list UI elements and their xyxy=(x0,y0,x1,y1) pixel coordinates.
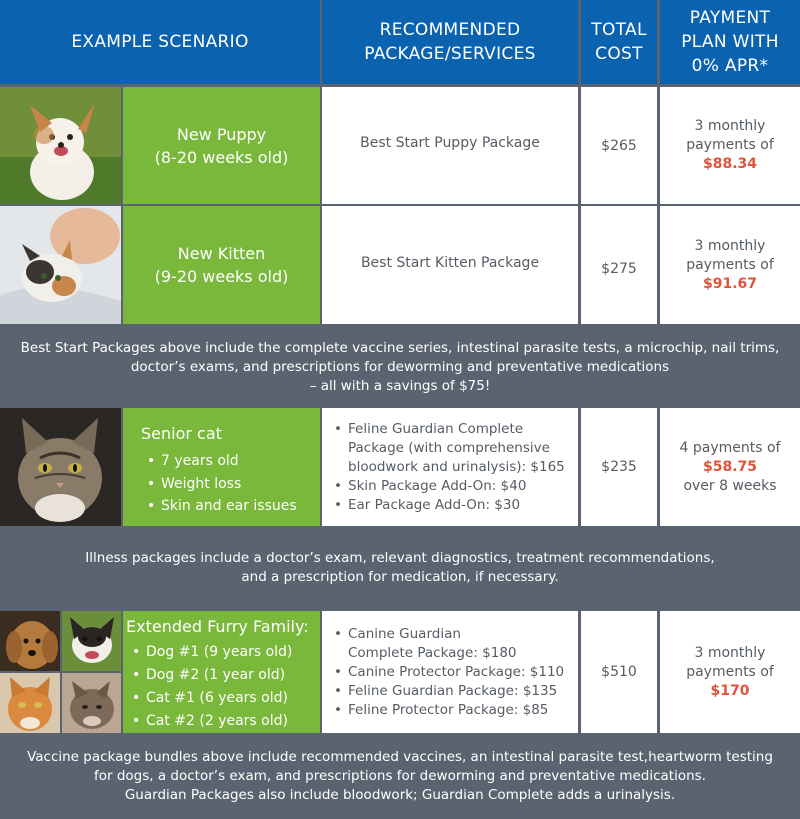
senior-payment xyxy=(660,408,800,526)
header-package xyxy=(322,0,578,84)
senior-payment-suffix: over 8 weeks xyxy=(683,477,777,494)
senior-bullet-list xyxy=(141,450,297,518)
family-scenario xyxy=(123,611,320,733)
illness-note xyxy=(0,526,800,610)
kitten-payment xyxy=(660,206,800,324)
family-title: Extended Furry Family: xyxy=(126,617,309,636)
kitten-photo xyxy=(0,206,121,324)
family-bullet: • Dog #1 (9 years old) xyxy=(132,641,309,664)
family-payment xyxy=(660,611,800,733)
senior-package-item: • Ear Package Add-On: $30 xyxy=(334,496,565,515)
senior-bullet: • Weight loss xyxy=(147,473,297,496)
senior-cost xyxy=(581,408,657,526)
header-package-label: RECOMMENDED PACKAGE/SERVICES xyxy=(364,20,536,64)
family-bullet: • Cat #1 (6 years old) xyxy=(132,687,309,710)
puppy-scenario xyxy=(123,87,320,204)
family-payment-amount: $170 xyxy=(710,682,750,699)
senior-cat-image xyxy=(0,408,121,526)
puppy-photo xyxy=(0,87,121,204)
header-payment-label: PAYMENT PLAN WITH 0% APR* xyxy=(681,8,779,76)
family-bullet-list xyxy=(126,641,309,733)
family-cost-text: $510 xyxy=(601,664,637,680)
header-scenario xyxy=(0,0,320,84)
best-start-note-text: Best Start Packages above include the complete vaccine series, intestinal parasite tests, a microchip, nail trims, doctor’s exams, and prescriptions for deworming and preventative medications – all with a savings of $75! xyxy=(20,339,780,394)
puppy-payment-text: 3 monthly payments of xyxy=(686,118,774,153)
puppy-cost xyxy=(581,87,657,204)
senior-bullet: • Skin and ear issues xyxy=(147,495,297,518)
senior-payment-text: 4 payments of xyxy=(679,439,781,456)
illness-note-text: Illness packages include a doctor’s exam, relevant diagnostics, treatment recommendations, and a prescription for medication, if necessary. xyxy=(85,550,715,585)
senior-payment-amount: $58.75 xyxy=(702,458,758,475)
kitten-payment-amount: $91.67 xyxy=(702,275,757,292)
family-cost xyxy=(581,611,657,733)
family-package-item: • Feline Guardian Package: $135 xyxy=(334,682,564,701)
senior-scenario xyxy=(123,408,320,526)
family-package-item: • Canine Protector Package: $110 xyxy=(334,663,564,682)
family-photo-dog1 xyxy=(0,611,60,671)
cat1-image xyxy=(0,673,60,733)
family-package-list xyxy=(334,625,564,720)
header-cost xyxy=(581,0,657,84)
puppy-image xyxy=(0,87,121,204)
dog1-image xyxy=(0,611,60,671)
best-start-note xyxy=(0,326,800,408)
header-payment xyxy=(660,0,800,84)
family-payment-text: 3 monthly payments of xyxy=(686,644,774,680)
senior-package-list xyxy=(334,420,565,515)
vaccine-note-text: Vaccine package bundles above include recommended vaccines, an intestinal parasite test,heartworm testing for dogs, a doctor’s exam, and prescriptions for deworming and preventative medications. Guardian Packages also include bloodwork; Guardian Complete adds a urinalysis. xyxy=(27,748,773,803)
cat2-image xyxy=(62,673,121,733)
kitten-payment-text: 3 monthly payments of xyxy=(686,237,774,273)
kitten-package xyxy=(322,206,578,324)
kitten-scenario-text: New Kitten (9-20 weeks old) xyxy=(154,244,289,286)
kitten-cost xyxy=(581,206,657,324)
puppy-payment xyxy=(660,87,800,204)
puppy-package-text: Best Start Puppy Package xyxy=(360,134,540,151)
puppy-scenario-text: New Puppy (8-20 weeks old) xyxy=(154,124,289,167)
family-bullet: • Cat #2 (2 years old) xyxy=(132,710,309,733)
header-scenario-label: EXAMPLE SCENARIO xyxy=(71,32,249,52)
puppy-cost-text: $265 xyxy=(601,137,637,154)
senior-cat-photo xyxy=(0,408,121,526)
kitten-cost-text: $275 xyxy=(601,261,637,277)
family-package-item: • Canine Guardian Complete Package: $180 xyxy=(334,625,564,663)
kitten-image xyxy=(0,206,121,324)
vaccine-note xyxy=(0,733,800,819)
senior-package xyxy=(322,408,578,526)
senior-bullet: • 7 years old xyxy=(147,450,297,473)
kitten-package-text: Best Start Kitten Package xyxy=(360,255,540,271)
senior-title: Senior cat xyxy=(141,424,222,443)
puppy-payment-amount: $88.34 xyxy=(702,156,757,172)
kitten-scenario xyxy=(123,206,320,324)
senior-package-item: • Feline Guardian Complete Package (with comprehensive bloodwork and urinalysis): $165 xyxy=(334,420,565,477)
senior-cost-text: $235 xyxy=(601,459,637,475)
family-photo-dog2 xyxy=(62,611,121,671)
header-cost-label: TOTAL COST xyxy=(591,20,647,64)
puppy-package xyxy=(322,87,578,204)
senior-package-item: • Skin Package Add-On: $40 xyxy=(334,477,565,496)
family-photo-cat1 xyxy=(0,673,60,733)
family-photo-cat2 xyxy=(62,673,121,733)
family-package xyxy=(322,611,578,733)
family-package-item: • Feline Protector Package: $85 xyxy=(334,701,564,720)
dog2-image xyxy=(62,611,121,671)
family-bullet: • Dog #2 (1 year old) xyxy=(132,664,309,687)
